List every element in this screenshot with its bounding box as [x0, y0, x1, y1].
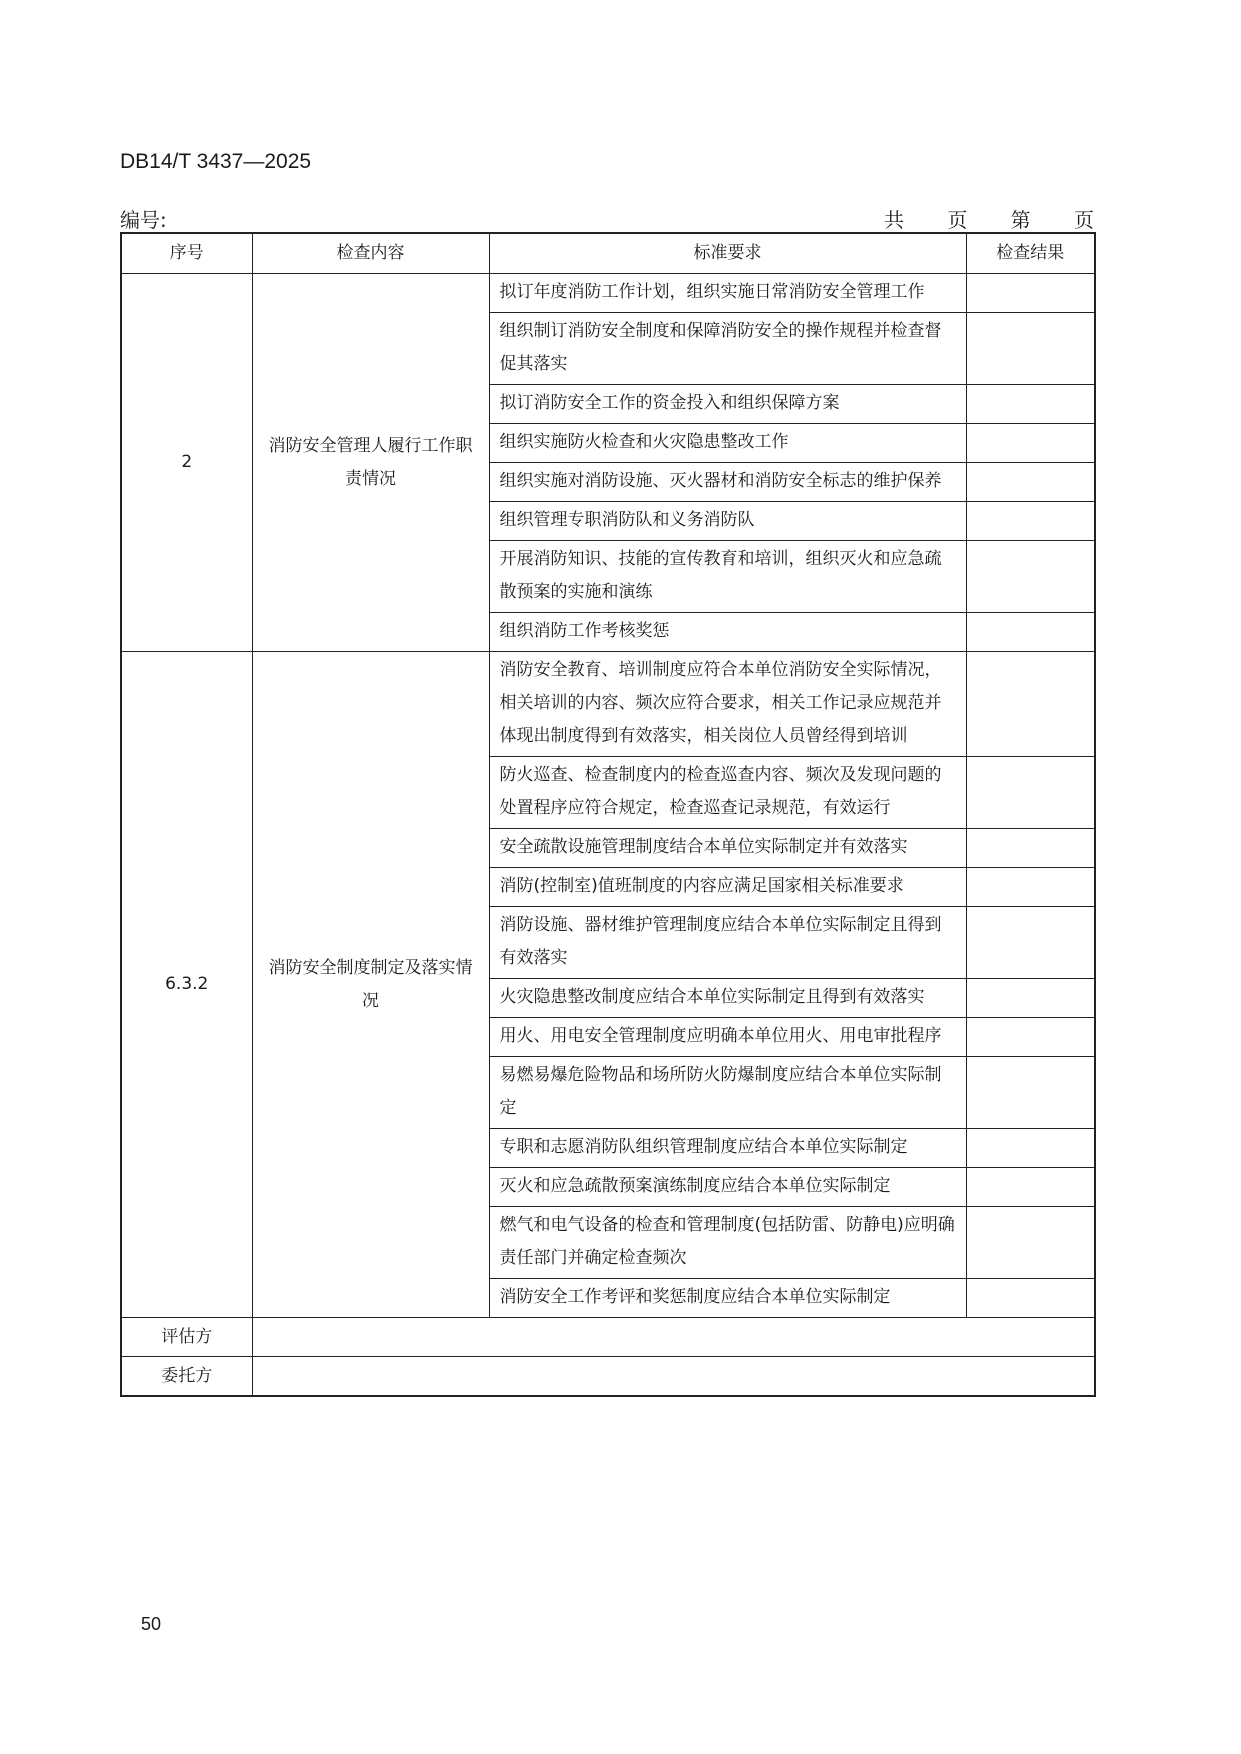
requirement-cell: 消防设施、器材维护管理制度应结合本单位实际制定且得到有效落实 [489, 907, 966, 979]
check-item: 消防安全管理人履行工作职责情况 [252, 274, 489, 652]
result-cell[interactable] [966, 613, 1095, 652]
result-cell[interactable] [966, 979, 1095, 1018]
table-row [121, 652, 1095, 757]
table-row [121, 274, 1095, 313]
table-body [121, 274, 1095, 1397]
pages-current-prefix: 第 [1010, 208, 1031, 232]
requirement-cell: 消防安全工作考评和奖惩制度应结合本单位实际制定 [489, 1279, 966, 1318]
column-header-item: 检查内容 [252, 233, 489, 274]
signature-row [121, 1357, 1095, 1397]
signature-label: 委托方 [121, 1357, 252, 1397]
serial-number-label: 编号: [120, 208, 167, 232]
requirement-cell: 易燃易爆危险物品和场所防火防爆制度应结合本单位实际制定 [489, 1057, 966, 1129]
column-header-no: 序号 [121, 233, 252, 274]
result-cell[interactable] [966, 1168, 1095, 1207]
page-number: 50 [141, 1614, 162, 1634]
requirement-cell: 防火巡查、检查制度内的检查巡查内容、频次及发现问题的处置程序应符合规定，检查巡查记录规范，有效运行 [489, 757, 966, 829]
requirement-cell: 燃气和电气设备的检查和管理制度(包括防雷、防静电)应明确责任部门并确定检查频次 [489, 1207, 966, 1279]
result-cell[interactable] [966, 313, 1095, 385]
pages-total-suffix: 页 [947, 208, 968, 232]
result-cell[interactable] [966, 1129, 1095, 1168]
requirement-cell: 组织制订消防安全制度和保障消防安全的操作规程并检查督促其落实 [489, 313, 966, 385]
signature-row [121, 1318, 1095, 1357]
column-header-result: 检查结果 [966, 233, 1095, 274]
result-cell[interactable] [966, 274, 1095, 313]
result-cell[interactable] [966, 1207, 1095, 1279]
column-header-requirement: 标准要求 [489, 233, 966, 274]
result-cell[interactable] [966, 1279, 1095, 1318]
item-number: 6.3.2 [121, 652, 252, 1318]
requirement-cell: 用火、用电安全管理制度应明确本单位用火、用电审批程序 [489, 1018, 966, 1057]
requirement-cell: 拟订消防安全工作的资金投入和组织保障方案 [489, 385, 966, 424]
result-cell[interactable] [966, 652, 1095, 757]
document-code: DB14/T 3437—2025 [120, 150, 312, 173]
signature-label: 评估方 [121, 1318, 252, 1357]
requirement-cell: 消防安全教育、培训制度应符合本单位消防安全实际情况，相关培训的内容、频次应符合要求，相关工作记录应规范并体现出制度得到有效落实，相关岗位人员曾经得到培训 [489, 652, 966, 757]
result-cell[interactable] [966, 829, 1095, 868]
result-cell[interactable] [966, 541, 1095, 613]
result-cell[interactable] [966, 463, 1095, 502]
item-number: 2 [121, 274, 252, 652]
requirement-cell: 安全疏散设施管理制度结合本单位实际制定并有效落实 [489, 829, 966, 868]
requirement-cell: 组织管理专职消防队和义务消防队 [489, 502, 966, 541]
signature-field[interactable] [252, 1318, 1095, 1357]
requirement-cell: 组织实施对消防设施、灭火器材和消防安全标志的维护保养 [489, 463, 966, 502]
requirement-cell: 火灾隐患整改制度应结合本单位实际制定且得到有效落实 [489, 979, 966, 1018]
requirement-cell: 专职和志愿消防队组织管理制度应结合本单位实际制定 [489, 1129, 966, 1168]
requirement-cell: 组织实施防火检查和火灾隐患整改工作 [489, 424, 966, 463]
result-cell[interactable] [966, 502, 1095, 541]
pages-total-prefix: 共 [884, 208, 904, 232]
requirement-cell: 消防(控制室)值班制度的内容应满足国家相关标准要求 [489, 868, 966, 907]
check-item: 消防安全制度制定及落实情况 [252, 652, 489, 1318]
requirement-cell: 灭火和应急疏散预案演练制度应结合本单位实际制定 [489, 1168, 966, 1207]
result-cell[interactable] [966, 385, 1095, 424]
page-count-label [884, 204, 1094, 233]
signature-field[interactable] [252, 1357, 1095, 1397]
result-cell[interactable] [966, 868, 1095, 907]
result-cell[interactable] [966, 1057, 1095, 1129]
result-cell[interactable] [966, 1018, 1095, 1057]
result-cell[interactable] [966, 907, 1095, 979]
table-header-row [121, 233, 1095, 274]
result-cell[interactable] [966, 424, 1095, 463]
requirement-cell: 组织消防工作考核奖惩 [489, 613, 966, 652]
result-cell[interactable] [966, 757, 1095, 829]
requirement-cell: 拟订年度消防工作计划，组织实施日常消防安全管理工作 [489, 274, 966, 313]
requirement-cell: 开展消防知识、技能的宣传教育和培训，组织灭火和应急疏散预案的实施和演练 [489, 541, 966, 613]
pages-current-suffix: 页 [1073, 208, 1094, 232]
inspection-table [120, 232, 1096, 1397]
